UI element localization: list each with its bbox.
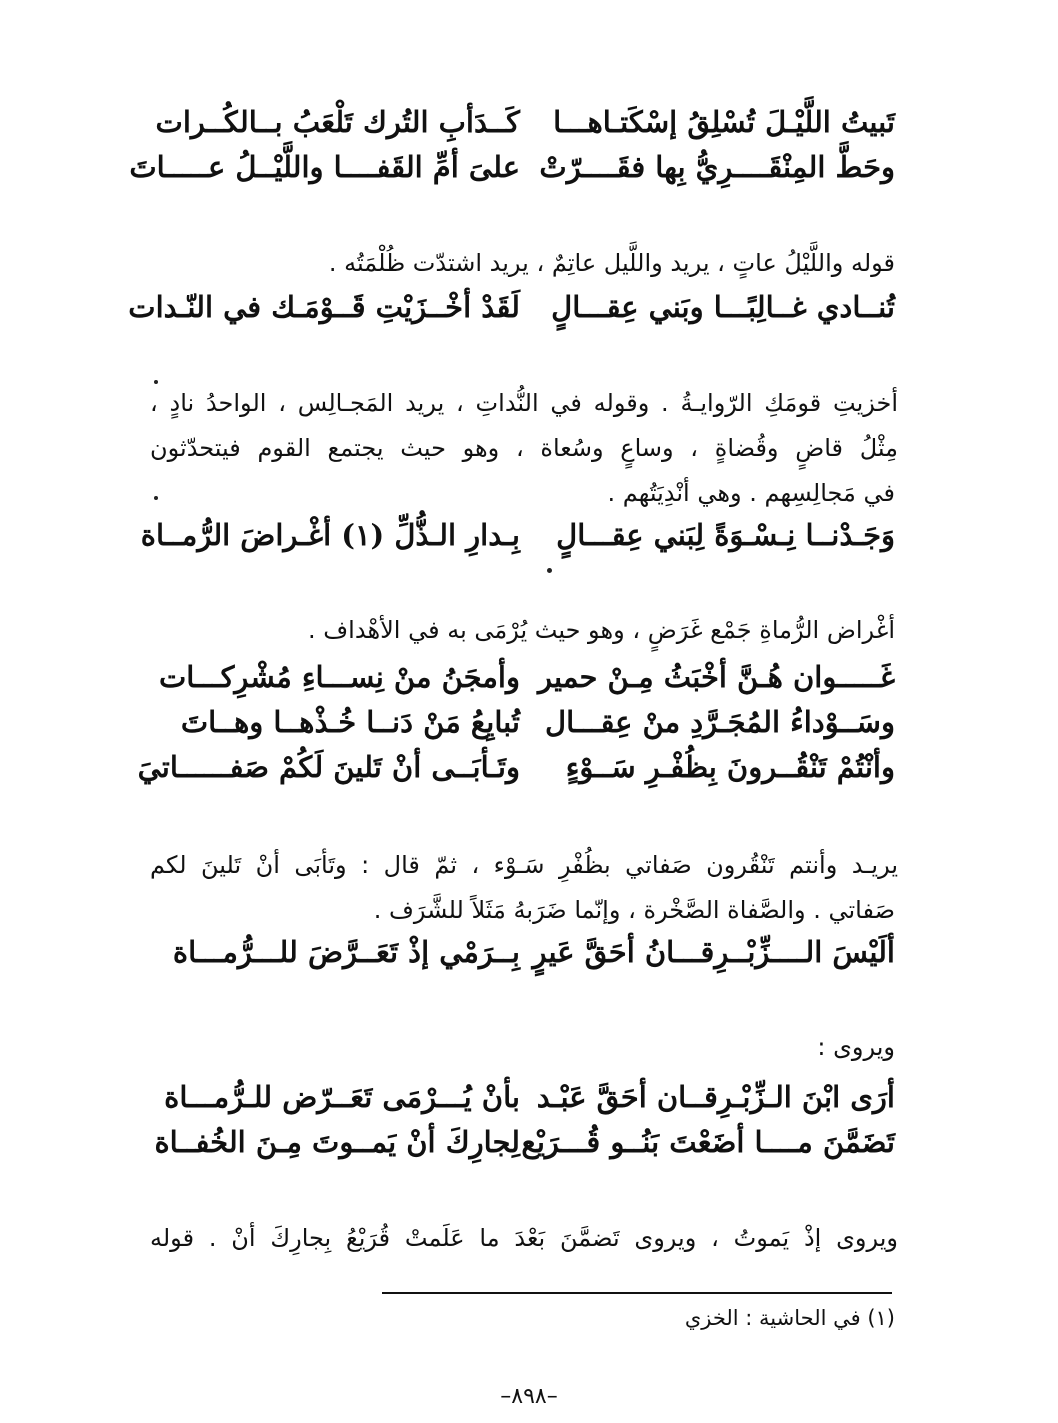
verse-hemistich-first: تَضَمَّنَ مــــا أضَعْتَ بَنُــو قُـــرَيْع [521,1125,895,1159]
verse-couplet [150,1075,895,1119]
verse-couplet [128,285,895,329]
commentary-line: أغْراض الرُّماةِ جَمْع غَرَضٍ ، وهو حيث يُرْمَى به في الأهْداف . [308,616,895,644]
verse-couplet [150,700,895,744]
verse-couplet [150,930,895,974]
commentary-line: قوله واللَّيْلُ عاتٍ ، يريد واللَّيل عاتِمٌ ، يريد اشتدّت ظُلْمَتُه . [328,249,895,277]
verse-couplet [137,745,895,789]
verse-hemistich-second: بِــرَمْي إذْ تَعَــرَّضَ للـــرُّمـــاة [172,935,520,969]
verse-hemistich-second: وتَـأبَــى أنْ تَلينَ لَكُمْ صَفــــــاتيَ [137,750,520,784]
footnote-separator [382,1292,892,1294]
commentary-line: ويروى إذْ يَموتُ ، ويروى تَضمَّنَ بَعْدَ ما عَلَمتْ قُرَيْعُ بِجارِكَ أنْ . قوله [150,1224,898,1252]
verse-couplet [129,145,895,189]
verse-hemistich-second: لَقَدْ أخْــزَيْتِ قَــوْمَـك في النّـدات [128,290,520,324]
verse-hemistich-first: تَبيتُ اللَّيْـلَ تُسْلِقُ إسْكَتـاهـــا [553,105,895,139]
verse-couplet [150,1120,895,1164]
verse-hemistich-second: كَــدَأبِ التُرك تَلْعَبُ بــالكُــرات [155,105,520,139]
page-number: –٨٩٨– [500,1384,558,1409]
verse-hemistich-first: وأنْتُمْ تَنْقُــرونَ بِظُفْـرِ سَــوْءٍ [565,750,895,784]
verse-hemistich-first: غَـــــوان هُـنَّ أخْبَثُ مِـنْ حمير [538,660,895,694]
verse-hemistich-second: بأنْ يُـــرْمَى تَعَــرّض للـرُّمـــاة [164,1080,520,1114]
verse-hemistich-second: علىَ أمِّ القَفــــا واللَّيْــلُ عـــــاتَ [129,150,520,184]
scan-speck [154,380,158,384]
verse-hemistich-first: تُنــادي غــالِبًـــا وبَني عِقـــالٍ [551,290,895,324]
verse-couplet [150,100,895,144]
verse-hemistich-second: تُبايِعُ مَنْ دَنــا خُـذْهــا وهــاتَ [180,705,520,739]
verse-couplet [150,655,895,699]
commentary-line: يريـد وأنتم تَنْقُرون صَفاتي بظُفْرِ سَـوْء ، ثمّ قال : وتَأبَى أنْ تَلينَ لكم [150,851,898,879]
commentary-line: ويروى : [817,1033,895,1061]
verse-hemistich-first: وسَــوْداءُ المُجَـرَّدِ منْ عِقـــال [545,705,895,739]
verse-couplet [140,513,895,557]
verse-hemistich-first: وَجَـدْنــا نِـسْـوَةً لِبَني عِقـــالٍ [556,518,895,552]
commentary-line: في مَجالِسِهم . وهي أنْدِيَتُهم . [607,479,895,507]
verse-hemistich-second: بِـدارِ الـذُّلِّ (١) أغْـراضَ الرُّمــاة [140,518,520,552]
verse-hemistich-first: ألَيْسَ الــــزِّبْــرِقـــانُ أحَقَّ عَيرٍ [532,935,895,969]
commentary-line: مِثْلُ قاضٍ وقُضاةٍ ، وساعٍ وسُعاة ، وهو حيث يجتمع القوم فيتحدّثون [150,434,898,462]
verse-hemistich-first: أرَى ابْنَ الـزِّبْـرِقــان أحَقَّ عَبْـد [536,1080,895,1114]
verse-hemistich-second: وأمجَنُ منْ نِســـاءِ مُشْرِكـــات [158,660,520,694]
commentary-line: صَفاتي . والصَّفاة الصَّخْرة ، وإنّما ضَرَبهُ مَثَلاً للشَّرَف . [373,896,895,924]
commentary-line: أخزيتِ قومَكِ الرّوايـةُ . وقوله في النُّداتِ ، يريد المَجـالِس ، الواحدُ نادٍ ، [150,389,898,417]
verse-hemistich-second: لِجارِكَ أنْ يَمــوتَ مِـنَ الخُفــاة [154,1125,520,1159]
scan-speck [154,496,158,500]
scan-speck [547,568,552,573]
footnote: (١) في الحاشية : الخزي [684,1306,895,1330]
verse-hemistich-first: وحَطَّ المِنْقَــــرِيُّ بِها فقَــــرّتْ [539,150,895,184]
